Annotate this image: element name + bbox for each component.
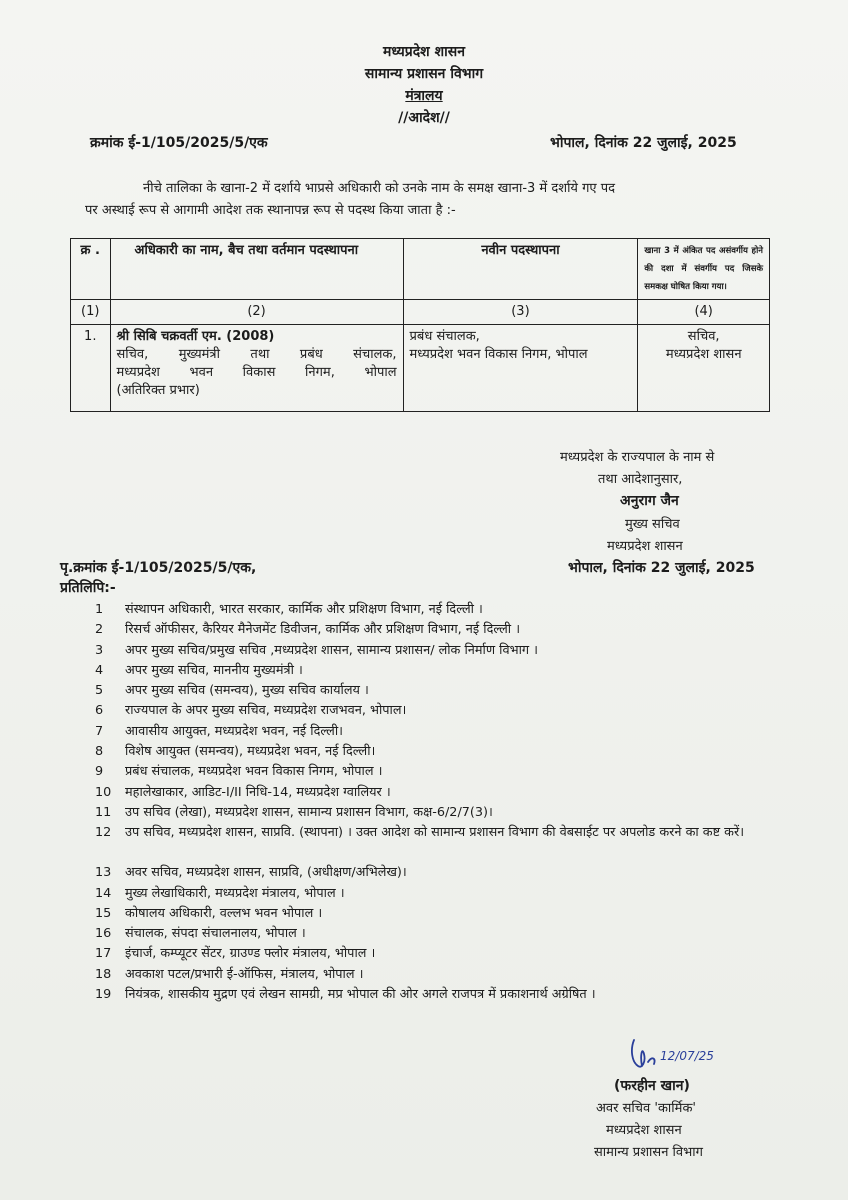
list-item-text: राज्यपाल के अपर मुख्य सचिव, मध्यप्रदेश राजभवन, भोपाल। [125, 703, 407, 719]
list-item-text: उप सचिव, मध्यप्रदेश शासन, साप्रवि. (स्थापना) । उक्त आदेश को सामान्य प्रशासन विभाग की वेबसाईट पर अपलोड करने का कष्ट करें। [125, 825, 745, 841]
table-header-row [71, 239, 770, 300]
colnum-2: (2) [110, 300, 403, 325]
table-row [71, 325, 770, 412]
order-place-date: भोपाल, दिनांक 22 जुलाई, 2025 [550, 135, 737, 151]
officer-line3: (अतिरिक्त प्रभार) [116, 383, 200, 398]
list-item [95, 681, 795, 701]
list-item-number: 8 [95, 744, 104, 760]
authority-line1: मध्यप्रदेश के राज्यपाल के नाम से [560, 450, 715, 465]
signature-date: 12/07/25 [660, 1049, 714, 1063]
list-item [95, 701, 795, 721]
list-item-text: कोषालय अधिकारी, वल्लभ भवन भोपाल । [125, 905, 323, 921]
list-item-text: अपर मुख्य सचिव, माननीय मुख्यमंत्री । [125, 662, 303, 678]
list-item [95, 661, 795, 681]
endorsement-number: पृ.क्रमांक ई-1/105/2025/5/एक, [60, 560, 257, 576]
new-posting-line2: मध्यप्रदेश भवन विकास निगम, भोपाल [409, 347, 588, 362]
signatory-govt: मध्यप्रदेश शासन [606, 1123, 682, 1138]
list-item-text: अपर मुख्य सचिव/प्रमुख सचिव ,मध्यप्रदेश शासन, सामान्य प्रशासन/ लोक निर्माण विभाग । [125, 642, 539, 658]
list-item [95, 985, 795, 1025]
row-equivalent-cell [638, 325, 770, 412]
row-officer-cell [110, 325, 403, 412]
list-item-number: 16 [95, 926, 112, 942]
list-item-text: इंचार्ज, कम्प्यूटर सेंटर, ग्राउण्ड फ्लोर मंत्रालय, भोपाल । [125, 946, 376, 962]
endorsement-place-date: भोपाल, दिनांक 22 जुलाई, 2025 [568, 560, 755, 576]
header-department: सामान्य प्रशासन विभाग [364, 66, 484, 82]
list-item-number: 6 [95, 703, 104, 719]
list-item-number: 2 [95, 622, 104, 638]
list-item-text: अवर सचिव, मध्यप्रदेश शासन, साप्रवि, (अधीक्षण/अभिलेख)। [125, 865, 407, 881]
list-item-number: 13 [95, 865, 112, 881]
row-new-posting-cell [403, 325, 638, 412]
list-item-text: नियंत्रक, शासकीय मुद्रण एवं लेखन सामग्री, मप्र भोपाल की ओर अगले राजपत्र में प्रकाशनार्थ अग्रेषित । [125, 987, 596, 1003]
signatory-designation: अवर सचिव 'कार्मिक' [596, 1101, 697, 1116]
list-item-number: 9 [95, 764, 104, 780]
list-item-number: 17 [95, 946, 112, 962]
copy-list [95, 600, 795, 1025]
signature-icon [628, 1036, 743, 1076]
list-item-text: उप सचिव (लेखा), मध्यप्रदेश शासन, सामान्य प्रशासन विभाग, कक्ष-6/2/7(3)। [125, 804, 493, 820]
list-item-number: 3 [95, 642, 104, 658]
list-item-number: 4 [95, 662, 104, 678]
table-colnum-row [71, 300, 770, 325]
header-office: मंत्रालय [405, 88, 443, 104]
row-sno: 1. [71, 325, 111, 412]
list-item-number: 11 [95, 804, 112, 820]
list-item [95, 863, 795, 883]
list-item [95, 600, 795, 620]
list-item-number: 14 [95, 885, 112, 901]
list-item-text: महालेखाकार, आडिट-I/II निधि-14, मध्यप्रदेश ग्वालियर । [125, 784, 391, 800]
list-item [95, 944, 795, 964]
header-new-posting: नवीन पदस्थापना [403, 239, 638, 300]
list-item [95, 803, 795, 823]
equivalent-line2: मध्यप्रदेश शासन [665, 347, 742, 362]
list-item [95, 904, 795, 924]
list-item-text: आवासीय आयुक्त, मध्यप्रदेश भवन, नई दिल्ली। [125, 723, 344, 739]
officer-line1: सचिव, मुख्यमंत्री तथा प्रबंध संचालक, [116, 347, 397, 362]
header-equivalent: खाना 3 में अंकित पद असंवर्गीय होने की दशा में संवर्गीय पद जिसके समकक्ष घोषित किया गया। [638, 239, 770, 300]
list-item-text: संस्थापन अधिकारी, भारत सरकार, कार्मिक और प्रशिक्षण विभाग, नई दिल्ली । [125, 602, 483, 617]
list-item-text: संचालक, संपदा संचालनालय, भोपाल । [125, 926, 306, 942]
list-item [95, 722, 795, 742]
copy-label: प्रतिलिपि:- [60, 580, 116, 596]
order-number: क्रमांक ई-1/105/2025/5/एक [90, 135, 268, 151]
authority-designation: मुख्य सचिव [625, 517, 680, 532]
equivalent-line1: सचिव, [687, 329, 720, 344]
list-item-text: मुख्य लेखाधिकारी, मध्यप्रदेश मंत्रालय, भोपाल । [125, 885, 345, 901]
list-item-text: प्रबंध संचालक, मध्यप्रदेश भवन विकास निगम, भोपाल । [125, 764, 383, 780]
colnum-1: (1) [71, 300, 111, 325]
list-item-text: रिसर्च ऑफीसर, कैरियर मैनेजमेंट डिवीजन, कार्मिक और प्रशिक्षण विभाग, नई दिल्ली । [125, 622, 521, 638]
officer-line2: मध्यप्रदेश भवन विकास निगम, भोपाल [116, 365, 397, 380]
header-sno: क्र . [71, 239, 111, 300]
list-item-number: 19 [95, 987, 112, 1003]
list-item [95, 641, 795, 661]
list-item-number: 18 [95, 966, 112, 982]
list-item [95, 884, 795, 904]
body-text-line1: नीचे तालिका के खाना-2 में दर्शाये भाप्रसे अधिकारी को उनके नाम के समक्ष खाना-3 में दर्शाये गए पद [143, 181, 616, 196]
list-item [95, 823, 795, 863]
order-title: //आदेश// [398, 110, 450, 126]
posting-table [70, 238, 770, 412]
colnum-3: (3) [403, 300, 638, 325]
signatory-name: (फरहीन खान) [614, 1078, 690, 1094]
list-item [95, 742, 795, 762]
list-item [95, 965, 795, 985]
list-item-text: अवकाश पटल/प्रभारी ई-ऑफिस, मंत्रालय, भोपाल । [125, 966, 364, 982]
authority-name: अनुराग जैन [620, 493, 679, 509]
list-item-number: 15 [95, 905, 112, 921]
list-item-number: 10 [95, 784, 112, 800]
list-item [95, 924, 795, 944]
list-item-text: विशेष आयुक्त (समन्वय), मध्यप्रदेश भवन, नई दिल्ली। [125, 744, 376, 760]
authority-line2: तथा आदेशानुसार, [598, 472, 683, 487]
list-item-text: अपर मुख्य सचिव (समन्वय), मुख्य सचिव कार्यालय । [125, 683, 369, 699]
list-item-number: 5 [95, 683, 104, 699]
new-posting-line1: प्रबंध संचालक, [409, 329, 480, 344]
list-item-number: 12 [95, 825, 112, 841]
list-item [95, 762, 795, 782]
officer-name: श्री सिबि चक्रवर्ती एम. (2008) [116, 329, 275, 344]
list-item-number: 1 [95, 602, 104, 617]
list-item-number: 7 [95, 723, 104, 739]
list-item [95, 620, 795, 640]
header-govt: मध्यप्रदेश शासन [383, 44, 465, 60]
header-officer: अधिकारी का नाम, बैच तथा वर्तमान पदस्थापना [110, 239, 403, 300]
list-item [95, 783, 795, 803]
body-text-line2: पर अस्थाई रूप से आगामी आदेश तक स्थानापन्न रूप से पदस्थ किया जाता है :- [85, 203, 456, 218]
signatory-department: सामान्य प्रशासन विभाग [594, 1145, 703, 1160]
authority-govt: मध्यप्रदेश शासन [607, 539, 683, 554]
colnum-4: (4) [638, 300, 770, 325]
